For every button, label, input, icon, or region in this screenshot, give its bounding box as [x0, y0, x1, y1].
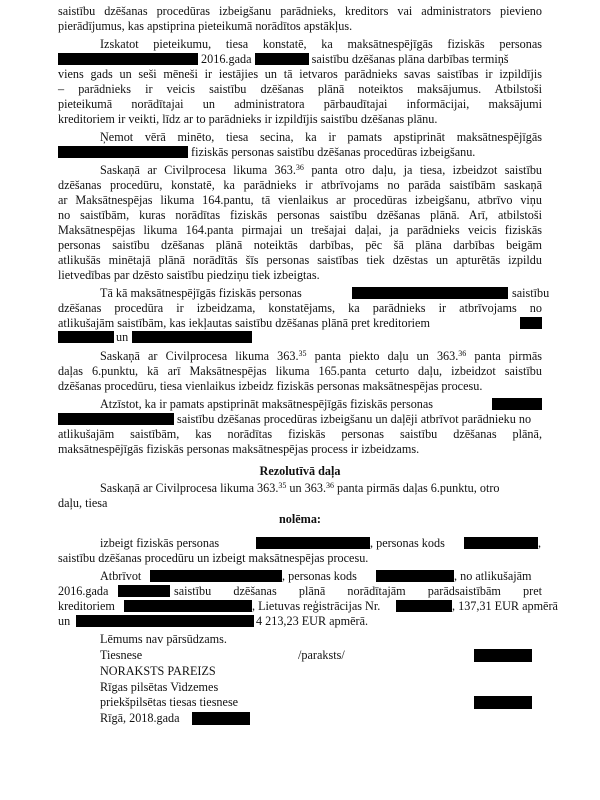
redaction-block — [150, 570, 282, 582]
text-fragment: 2016.gada — [58, 584, 109, 598]
text-line: no saistībām, kuras norādītas fiziskās personas saistību dzēšanas plānā. Arī, atbilstoši — [58, 208, 542, 222]
redaction-block — [256, 537, 370, 549]
redaction-block — [132, 331, 252, 343]
text-fragment: , 137,31 EUR apmērā — [452, 599, 558, 613]
text-line: 2016.gada saistību dzēšanas plāna darbības termiņš — [58, 52, 542, 67]
text-line: viens gads un seši mēneši ir iestājies un tā ietvaros parādnieks savas saistības ir izpildījis — [58, 67, 542, 81]
text-line: atlikušās minētajā plānā norādītās šīs personas saistības tiek dzēstas un apturētās izpildu — [58, 253, 542, 267]
redaction-block — [376, 570, 454, 582]
text-fragment: izbeigt fiziskās personas — [100, 536, 220, 550]
text-line: pieteikumā norādītajai un administratora pārbaudītajai informācijai, maksājumi — [58, 97, 542, 111]
text-line: dzēšanas procedūru, tiesa vienlaikus izbeidz fiziskās personas maksātnespējas procesu. — [58, 379, 483, 393]
text-fragment: , personas kods — [370, 536, 445, 550]
text-line: Saskaņā ar Civilprocesa likuma 363.35 panta piekto daļu un 363.36 panta pirmās — [100, 349, 543, 363]
decision-heading: nolēma: — [279, 512, 321, 526]
text-fragment: , Lietuvas reģistrācijas Nr. — [252, 599, 381, 613]
text-line: maksātnespējīgās fiziskās personas maksātnespējas process ir izbeidzams. — [58, 442, 420, 456]
text-line: saistību dzēšanas procedūru un izbeigt maksātnespējas procesu. — [58, 551, 369, 565]
text-line: – parādnieks ir veicis saistību dzēšanas plānā noteiktos maksājumus. Atbilstoši — [58, 82, 542, 96]
signature-placeholder: /paraksts/ — [298, 648, 345, 662]
text-fragment: saistību — [512, 286, 550, 300]
redaction-block — [464, 537, 538, 549]
text-fragment: un — [58, 614, 71, 628]
appeal-note: Lēmums nav pārsūdzams. — [100, 632, 227, 646]
text-line: atlikušajām saistībām, kas iekļautas saistību dzēšanas plānā pret kreditoriem — [58, 316, 430, 330]
text-fragment: 4 213,23 EUR apmērā. — [256, 614, 369, 628]
judge-label: Tiesnese — [100, 648, 143, 662]
text-line: dzēšanas procedūru, konstatē, ka parādnieks ir atbrīvojams no parāda saistībām saskaņā — [58, 178, 542, 192]
text-fragment: un — [116, 330, 129, 344]
redaction-block — [474, 696, 532, 709]
text-line: dzēšanas procedūra ir izbeidzama, konstatējams, ka parādnieks ir atbrīvojams no — [58, 301, 542, 315]
redaction-block — [76, 615, 254, 627]
redaction-block — [520, 317, 542, 329]
redaction-block — [352, 287, 508, 299]
text-line: Ņemot vērā minēto, tiesa secina, ka ir pamats apstiprināt maksātnespējīgās — [100, 130, 542, 144]
redaction-block — [192, 712, 250, 725]
place-date: Rīgā, 2018.gada — [100, 711, 180, 725]
text-line: lietvedības par dzēsto saistību piedziņu tiek izbeigtas. — [58, 268, 320, 282]
section-heading: Rezolutīvā daļa — [259, 464, 341, 478]
redaction-block — [255, 53, 309, 65]
text-line: saistību dzēšanas procedūras izbeigšanu parādnieks, kreditors vai administrators pievieno — [58, 4, 542, 18]
text-line: daļas 6.punktu, kā arī Maksātnespējas likuma 165.panta ceturto daļu, izbeidzot saistību — [58, 364, 542, 378]
text-line: Atzīstot, ka ir pamats apstiprināt maksātnespējīgās fiziskās personas — [100, 397, 434, 411]
text-line: Izskatot pieteikumu, tiesa konstatē, ka maksātnespējīgās fiziskās personas — [100, 37, 542, 51]
text-fragment: , — [538, 536, 542, 550]
redaction-block — [58, 53, 198, 65]
redaction-block — [58, 413, 174, 425]
text-line: atlikušajām saistībām, kas norādītas fiziskās personas saistību dzēšanas plānā, — [58, 427, 542, 441]
text-line: daļu, tiesa — [58, 496, 108, 510]
text-line: pierādījumus, kas apstiprina pieteikumā norādītos apstākļus. — [58, 19, 353, 33]
redaction-block — [124, 600, 252, 612]
text-fragment: , no atlikušajām — [454, 569, 532, 583]
text-line: Maksātnespējas likuma 164.panta pirmajai un trešajai daļai, ja parādnieks veicis fiziskās — [58, 223, 542, 237]
court-name: Rīgas pilsētas Vidzemes — [100, 680, 219, 694]
text-fragment: Atbrīvot — [100, 569, 142, 583]
court-name: priekšpilsētas tiesas tiesnese — [100, 695, 239, 709]
text-line: kreditoriem ir veikti, līdz ar to parādnieks ir izpildījis saistību dzēšanas plānu. — [58, 112, 438, 126]
redaction-block — [474, 649, 532, 662]
text-line: Saskaņā ar Civilprocesa likuma 363.35 un 363.36 panta pirmās daļas 6.punktu, otro — [100, 481, 500, 495]
text-fragment: , personas kods — [282, 569, 357, 583]
text-line: saistību dzēšanas procedūras izbeigšanu un daļēji atbrīvot parādnieku no — [58, 412, 542, 427]
text-fragment: saistību dzēšanas plānā norādītajām parādsaistībām pret — [174, 584, 542, 598]
redaction-block — [118, 585, 170, 597]
text-line: Saskaņā ar Civilprocesa likuma 363.36 panta otro daļu, ja tiesa, izbeidzot saistību — [100, 163, 543, 177]
text-fragment: kreditoriem — [58, 599, 115, 613]
redaction-block — [396, 600, 452, 612]
redaction-block — [58, 146, 188, 158]
text-line: Tā kā maksātnespējīgās fiziskās personas — [100, 286, 302, 300]
text-line: fiziskās personas saistību dzēšanas procedūras izbeigšanu. — [58, 145, 542, 160]
redaction-block — [492, 398, 542, 410]
redaction-block — [58, 331, 114, 343]
text-line: personas saistību dzēšanas plānā noteiktās darbības, pēc šā plāna darbības beigām — [58, 238, 542, 252]
copy-certification: NORAKSTS PAREIZS — [100, 664, 216, 678]
text-line: ar Maksātnespējas likuma 164.pantu, tā vienlaikus ar procedūras izbeigšanu, atbrīvo viņu — [58, 193, 542, 207]
